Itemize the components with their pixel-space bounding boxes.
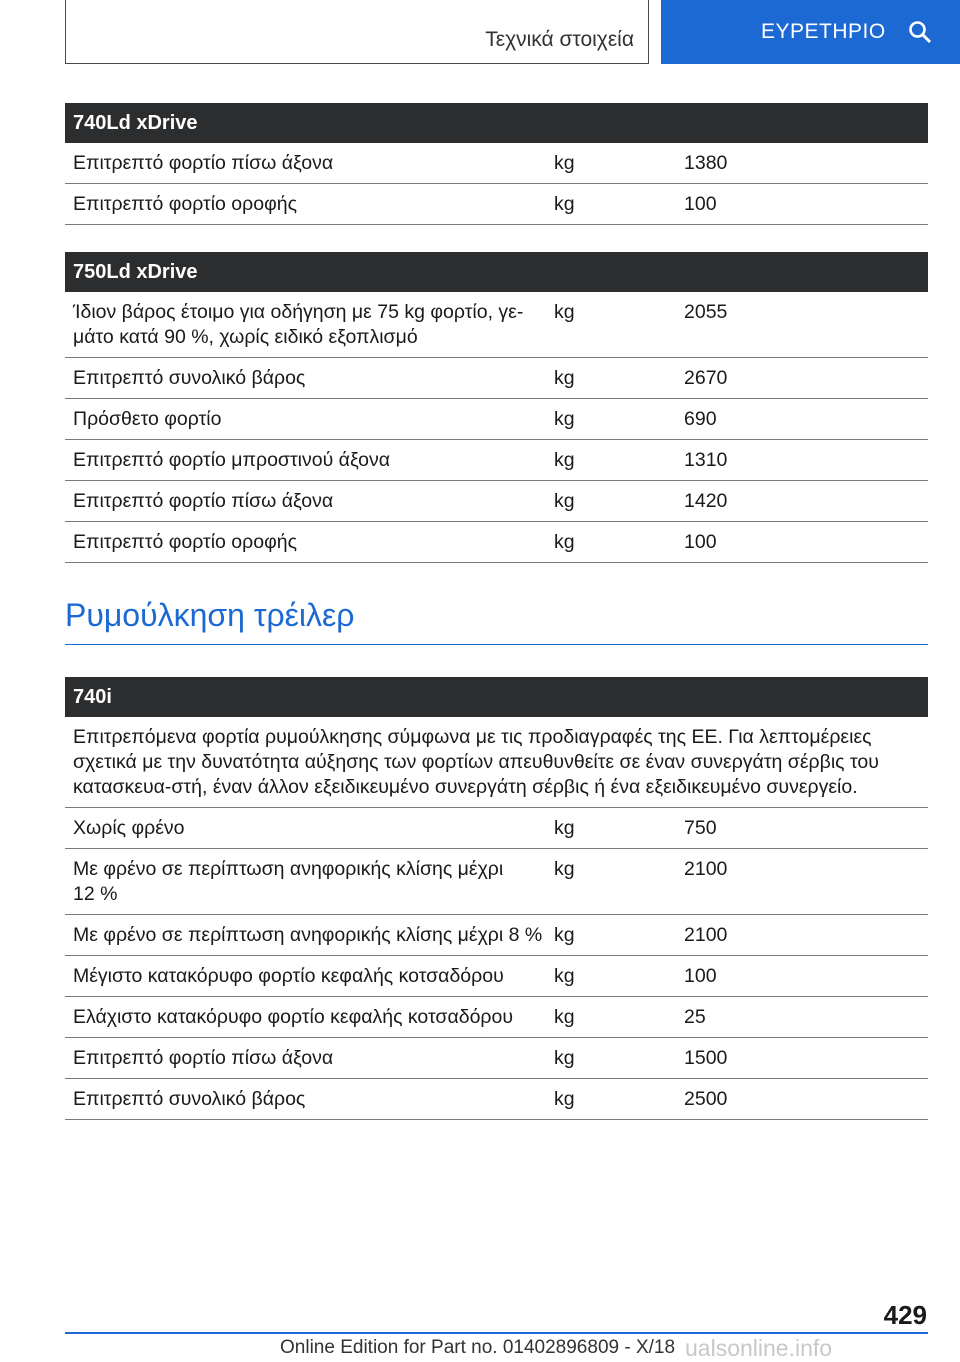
row-value: 100 [684,193,717,215]
row-label: Χωρίς φρένο [73,817,185,839]
row-value: 25 [684,1006,706,1028]
table-row [65,1079,928,1120]
row-label: Επιτρεπτό φορτίο οροφής [73,193,297,215]
table-row [65,399,928,440]
table-row [65,522,928,563]
table-row [65,481,928,522]
index-button[interactable] [661,0,960,64]
watermark: ualsonline.info [685,1335,833,1361]
row-unit: kg [554,408,575,430]
row-value: 100 [684,965,717,987]
row-unit: kg [554,1006,575,1028]
row-value: 1420 [684,490,728,512]
header-section-title[interactable]: Τεχνικά στοιχεία [485,28,634,51]
table-row [65,143,928,184]
row-label: Μέγιστο κατακόρυφο φορτίο κεφαλής κοτσαδόρου [73,965,504,987]
row-value: 1310 [684,449,728,471]
row-unit: kg [554,301,575,323]
row-value: 100 [684,531,717,553]
table-row [65,358,928,399]
row-value: 690 [684,408,717,430]
table-row [65,956,928,997]
row-unit: kg [554,152,575,174]
row-label: Επιτρεπτό φορτίο μπροστινού άξονα [73,449,391,471]
row-value: 2055 [684,301,728,323]
table-row [65,292,928,358]
row-unit: kg [554,924,575,946]
row-label: Πρόσθετο φορτίο [73,408,222,430]
row-label: Με φρένο σε περίπτωση ανηφορικής κλίσης μέχρι 12 % [73,858,504,905]
row-unit: kg [554,1047,575,1069]
table-740ld-title: 740Ld xDrive [65,103,928,143]
row-value: 750 [684,817,717,839]
search-icon [908,20,932,44]
row-label: Ίδιον βάρος έτοιμο για οδήγηση με 75 kg φορτίο, γε- μάτο κατά 90 %, χωρίς ειδικό εξοπλισμό [73,301,524,348]
table-750ld [65,252,928,563]
row-value: 2100 [684,858,728,880]
edition-text: Online Edition for Part no. 01402896809 - X/18 [280,1337,676,1358]
table-row [65,440,928,481]
table-750ld-title: 750Ld xDrive [65,252,928,292]
row-unit: kg [554,367,575,389]
row-label: Επιτρεπτό φορτίο οροφής [73,531,297,553]
table-row [65,849,928,915]
row-label: Επιτρεπτό φορτίο πίσω άξονα [73,152,334,174]
row-label: Επιτρεπτό συνολικό βάρος [73,1088,306,1110]
row-value: 2500 [684,1088,728,1110]
table-row [65,184,928,225]
row-label: Με φρένο σε περίπτωση ανηφορικής κλίσης μέχρι 8 % [73,924,543,946]
row-unit: kg [554,490,575,512]
row-label: Ελάχιστο κατακόρυφο φορτίο κεφαλής κοτσαδόρου [73,1006,514,1028]
row-label: Επιτρεπτό συνολικό βάρος [73,367,306,389]
table-740i-title: 740i [65,677,928,717]
row-label: Επιτρεπτό φορτίο πίσω άξονα [73,490,334,512]
table-row [65,1038,928,1079]
row-value: 2100 [684,924,728,946]
header-section-box [65,0,649,64]
row-unit: kg [554,1088,575,1110]
table-740i-note: Επιτρεπόμενα φορτία ρυμούλκησης σύμφωνα με τις προδιαγραφές της ΕΕ. Για λεπτομέρειες σχετικά με την δυνατότητα αύξησης των φορτίων απευθυνθείτε σε έναν συνεργάτη σέρβις του κατασκευα-στή, έναν άλλον εξειδικευμένο συνεργάτη σέρβις ή ένα εξειδικευμένο συνεργείο. [65,717,928,808]
index-label: ΕΥΡΕΤΗΡΙΟ [761,20,886,43]
footer-divider [65,1332,928,1334]
section-title: Ρυμούλκηση τρέιλερ [65,597,928,645]
row-unit: kg [554,449,575,471]
row-unit: kg [554,858,575,880]
row-value: 1380 [684,152,728,174]
row-unit: kg [554,193,575,215]
table-740ld [65,103,928,225]
row-label: Επιτρεπτό φορτίο πίσω άξονα [73,1047,334,1069]
row-unit: kg [554,817,575,839]
row-unit: kg [554,965,575,987]
page-number: 429 [883,1300,927,1330]
row-value: 1500 [684,1047,728,1069]
table-row [65,808,928,849]
table-740i [65,677,928,1120]
table-row [65,997,928,1038]
table-row [65,915,928,956]
row-unit: kg [554,531,575,553]
row-value: 2670 [684,367,728,389]
